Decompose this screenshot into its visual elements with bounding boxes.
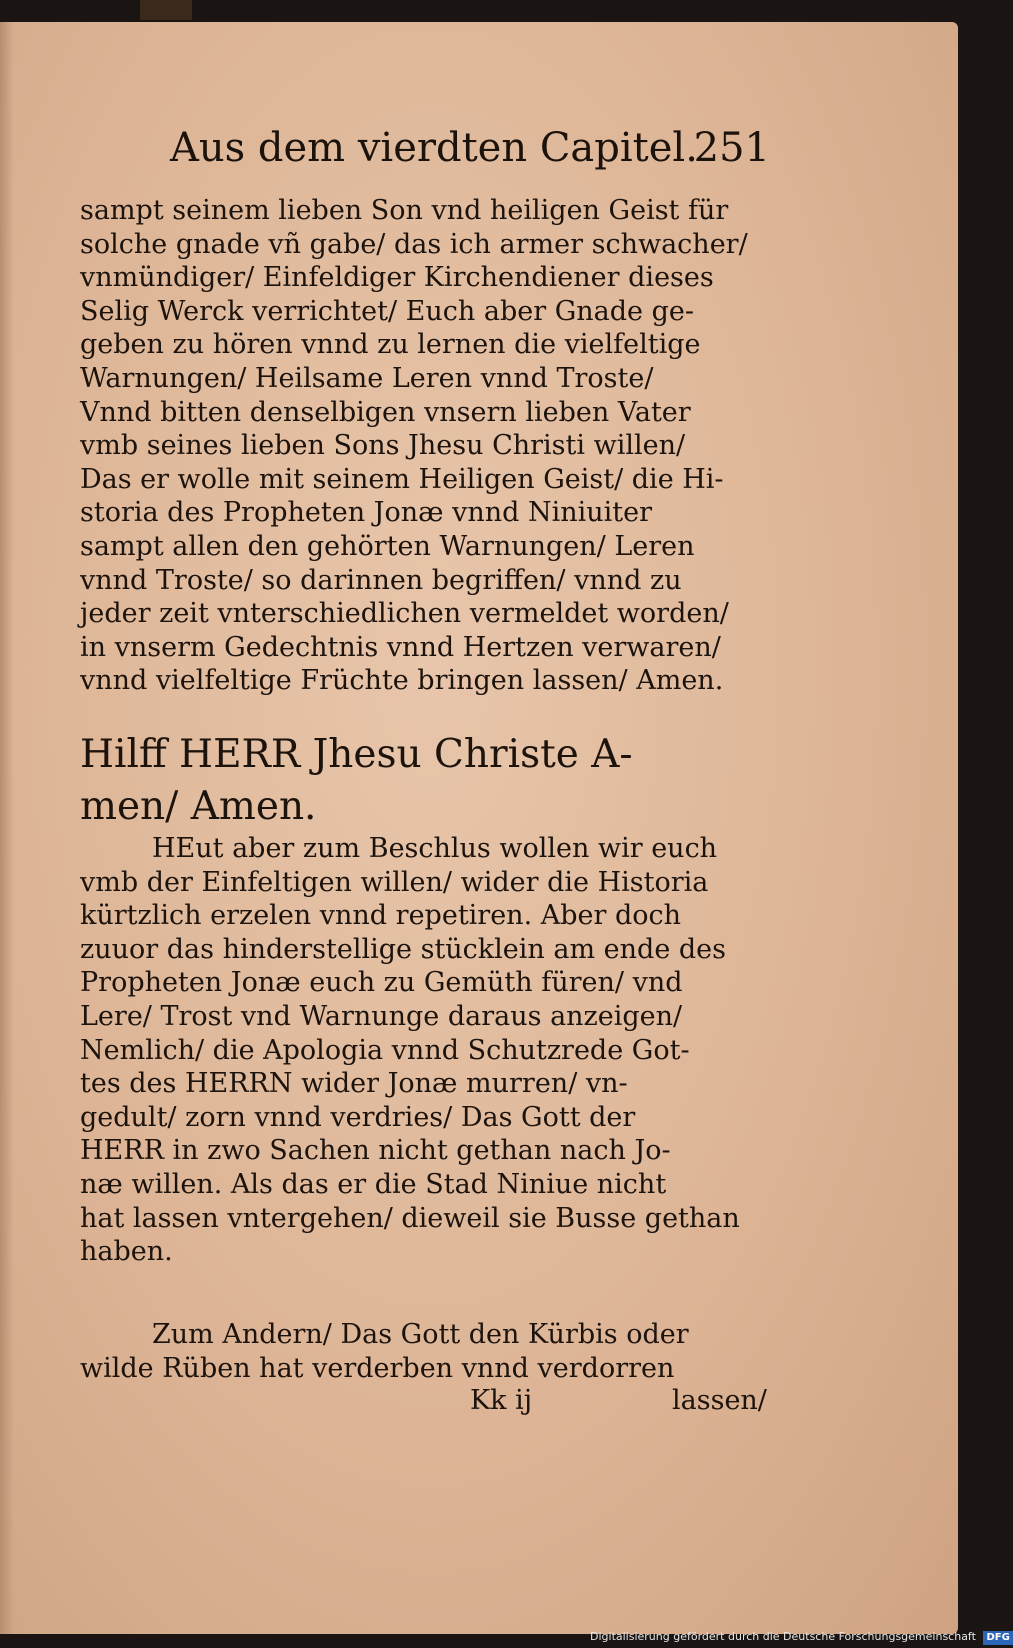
- running-header: [170, 118, 770, 178]
- prayer-invocation: [80, 729, 770, 833]
- text-line: Lere/ Trost vnd Warnunge daraus anzeigen/: [80, 1000, 683, 1032]
- paragraph-recapitulation: [80, 832, 770, 1269]
- text-line: hat lassen vntergehen/ dieweil sie Busse gethan: [80, 1202, 740, 1234]
- text-line: HEut aber zum Beschlus wollen wir euch: [152, 833, 718, 864]
- text-line: gedult/ zorn vnnd verdries/ Das Gott der: [80, 1101, 636, 1133]
- text-line: haben.: [80, 1236, 173, 1268]
- binding-tab: [140, 0, 192, 20]
- text-line: geben zu hören vnnd zu lernen die vielfeltige: [80, 329, 701, 361]
- text-line: Selig Werck verrichtet/ Euch aber Gnade ge-: [80, 295, 694, 327]
- text-line: Zum Andern/ Das Gott den Kürbis oder: [152, 1319, 689, 1350]
- catchword: lassen/: [672, 1385, 767, 1416]
- page-number: 251: [693, 125, 770, 171]
- text-line: vmb seines lieben Sons Jhesu Christi willen/: [80, 430, 686, 462]
- text-line: tes des HERRN wider Jonæ murren/ vn-: [80, 1068, 628, 1100]
- text-line: solche gnade vñ gabe/ das ich armer schwacher/: [80, 228, 748, 260]
- text-line: jeder zeit vnterschiedlichen vermeldet worden/: [80, 598, 729, 630]
- text-line: sampt seinem lieben Son vnd heiligen Geist für: [80, 195, 729, 226]
- text-line: Warnungen/ Heilsame Leren vnnd Troste/: [80, 362, 654, 394]
- paragraph-closing-prayer: [80, 194, 770, 698]
- text-line: storia des Propheten Jonæ vnnd Niniuiter: [80, 497, 653, 529]
- text-line: Vnnd bitten denselbigen vnsern lieben Vater: [80, 396, 691, 428]
- text-line: vmb der Einfeltigen willen/ wider die Historia: [80, 866, 709, 898]
- paragraph-second-point: [80, 1318, 770, 1385]
- text-line: wilde Rüben hat verderben vnnd verdorren: [80, 1352, 675, 1384]
- text-line: kürtzlich erzelen vnnd repetiren. Aber doch: [80, 900, 682, 932]
- text-line: men/ Amen.: [80, 784, 317, 829]
- text-line: vnnd vielfeltige Früchte bringen lassen/ Amen.: [80, 665, 724, 697]
- running-title: Aus dem vierdten Capitel.: [170, 125, 698, 171]
- digitization-credit: [590, 1628, 1010, 1646]
- text-line: Nemlich/ die Apologia vnnd Schutzrede Got-: [80, 1034, 690, 1066]
- dfg-logo: DFG: [983, 1631, 1012, 1645]
- signature-mark: Kk ij: [470, 1385, 533, 1416]
- text-line: vnnd Troste/ so darinnen begriffen/ vnnd zu: [80, 564, 682, 596]
- credit-text: Digitalisierung gefördert durch die Deutsche Forschungsgemeinschaft: [590, 1630, 976, 1643]
- text-line: Propheten Jonæ euch zu Gemüth füren/ vnd: [80, 967, 683, 999]
- text-line: sampt allen den gehörten Warnungen/ Leren: [80, 530, 695, 562]
- page-gutter-shadow: [0, 22, 14, 1634]
- text-line: Das er wolle mit seinem Heiligen Geist/ die Hi-: [80, 463, 724, 495]
- text-line: in vnserm Gedechtnis vnnd Hertzen verwaren/: [80, 631, 721, 663]
- text-line: HERR in zwo Sachen nicht gethan nach Jo-: [80, 1135, 671, 1167]
- text-line: næ willen. Als das er die Stad Niniue nicht: [80, 1168, 667, 1200]
- text-line: Hilff HERR Jhesu Christe A-: [80, 732, 633, 777]
- text-line: zuuor das hinderstellige stücklein am ende des: [80, 933, 726, 965]
- text-line: vnmündiger/ Einfeldiger Kirchendiener dieses: [80, 262, 714, 294]
